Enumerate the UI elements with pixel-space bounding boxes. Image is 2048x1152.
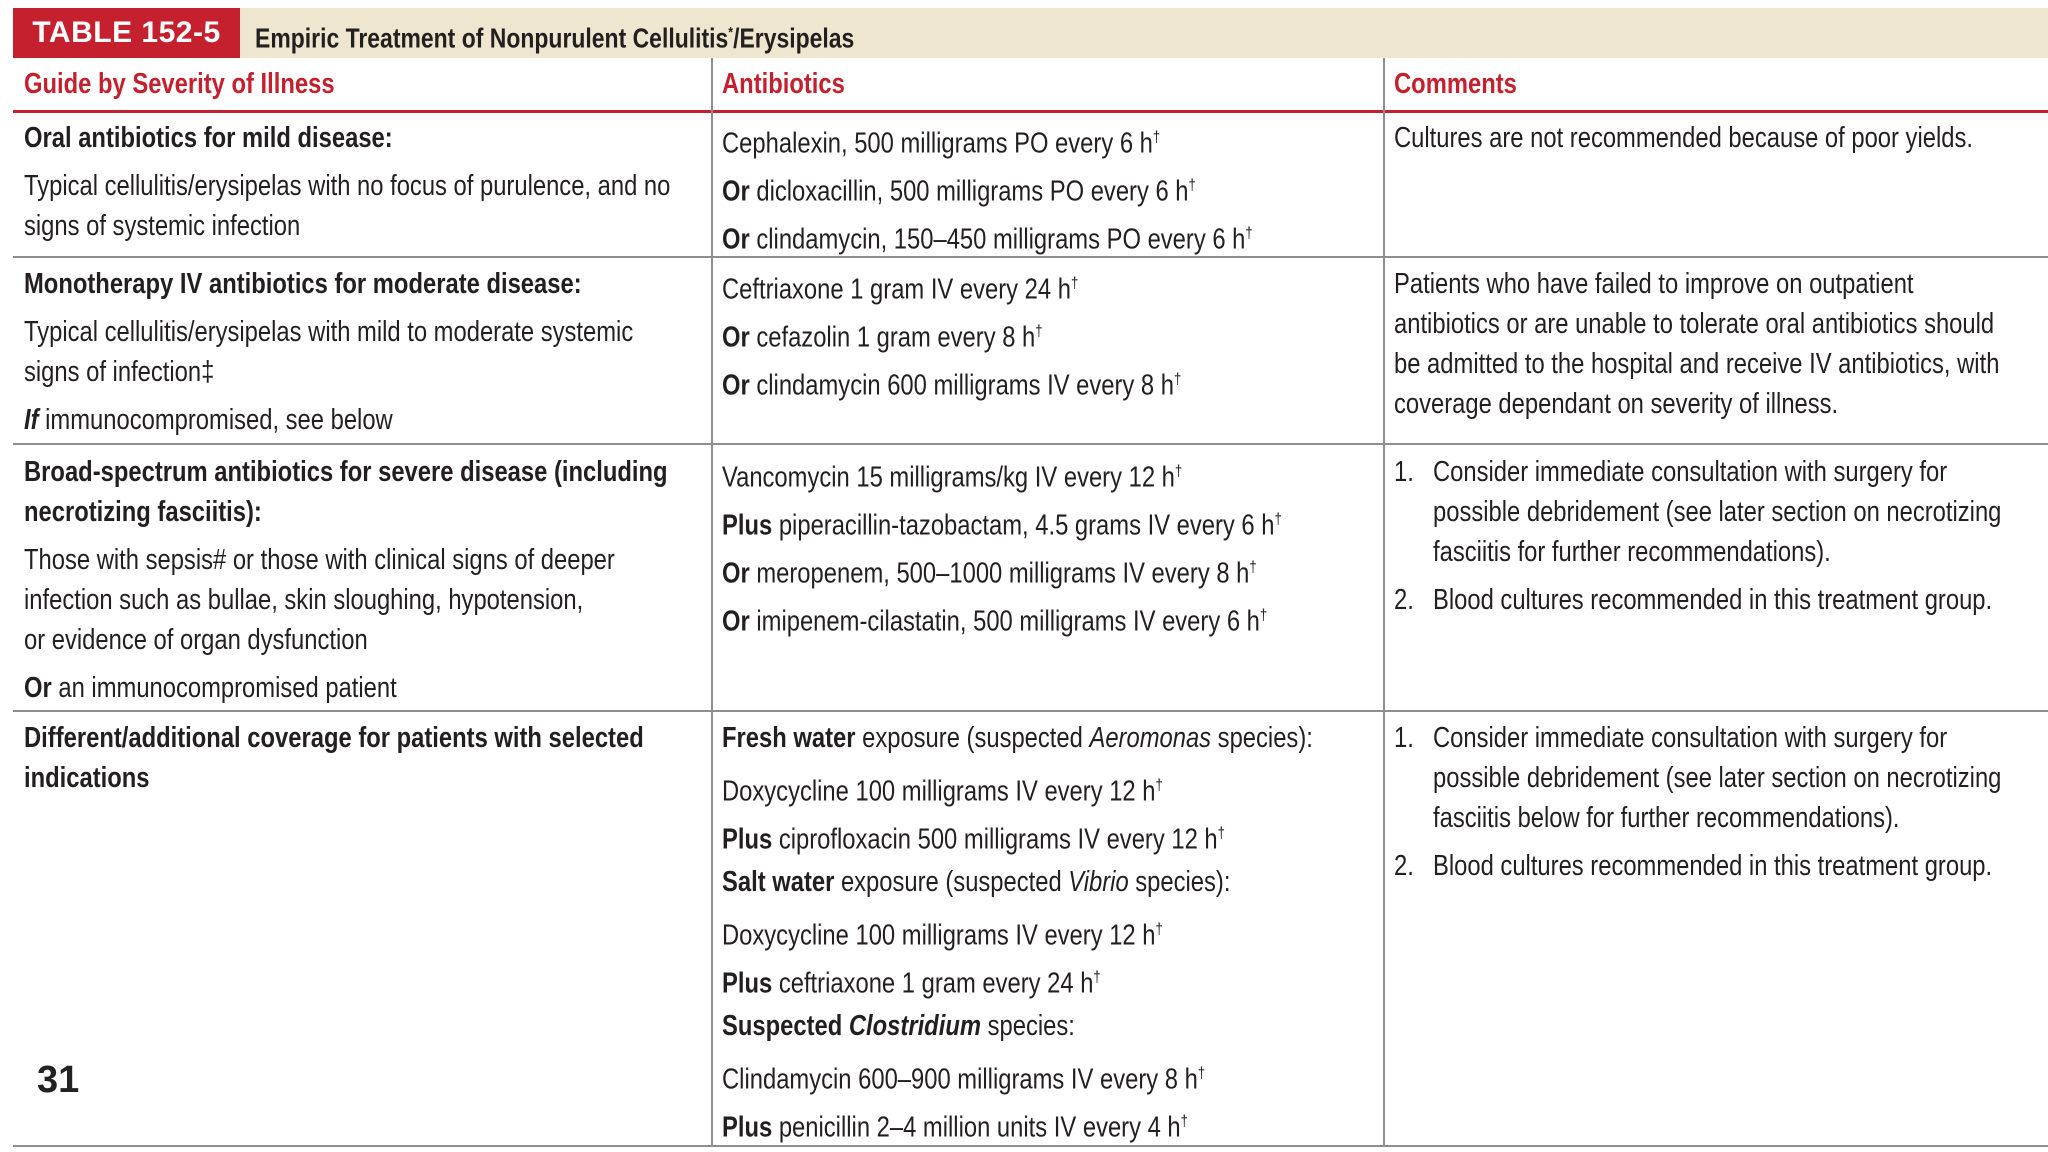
antibiotic-line: Clindamycin 600–900 milligrams IV every 8 h† (722, 1063, 1206, 1096)
column-header-comments: Comments (1394, 68, 1517, 100)
table-title (255, 8, 854, 58)
antibiotic-line: Or imipenem-cilastatin, 500 milligrams IV every 6 h† (722, 605, 1268, 638)
comment-item-number: 1. (1394, 456, 1414, 488)
antibiotic-line: Or dicloxacillin, 500 milligrams PO every 6 h† (722, 175, 1196, 208)
comment-text: be admitted to the hospital and receive IV antibiotics, with (1394, 348, 2000, 380)
antibiotic-line: Plus ciprofloxacin 500 milligrams IV every 12 h† (722, 823, 1225, 856)
comment-text: Blood cultures recommended in this treatment group. (1433, 584, 1993, 616)
antibiotic-line: Doxycycline 100 milligrams IV every 12 h† (722, 919, 1163, 952)
row-divider (13, 443, 2048, 445)
row-guide-heading: indications (24, 762, 150, 794)
row-guide-text: Those with sepsis# or those with clinical signs of deeper (24, 544, 615, 576)
column-header-guide: Guide by Severity of Illness (24, 68, 335, 100)
row-guide-heading: Monotherapy IV antibiotics for moderate disease: (24, 268, 582, 300)
row-guide-text: or evidence of organ dysfunction (24, 624, 368, 656)
table-title-suffix: /Erysipelas (733, 22, 855, 54)
antibiotic-line: Or clindamycin 600 milligrams IV every 8 h† (722, 369, 1182, 402)
table-title-footnote-mark: * (728, 24, 734, 41)
comment-text: coverage dependant on severity of illness. (1394, 388, 1839, 420)
antibiotic-line: Ceftriaxone 1 gram IV every 24 h† (722, 273, 1079, 306)
table-title-bar (13, 8, 2048, 58)
antibiotic-line: Plus ceftriaxone 1 gram every 24 h† (722, 967, 1101, 1000)
row-guide-text: If immunocompromised, see below (24, 404, 393, 436)
antibiotic-line: Or clindamycin, 150–450 milligrams PO every 6 h† (722, 223, 1253, 256)
table-number-badge: TABLE 152-5 (13, 8, 240, 58)
row-divider (13, 710, 2048, 712)
comment-text: Consider immediate consultation with surgery for (1433, 722, 1948, 754)
exposure-heading-salt-water: Salt water exposure (suspected Vibrio species): (722, 866, 1231, 898)
row-guide-text: Or an immunocompromised patient (24, 672, 397, 704)
comment-text: possible debridement (see later section on necrotizing (1433, 496, 2002, 528)
exposure-heading-clostridium: Suspected Clostridium species: (722, 1010, 1075, 1042)
comment-text: possible debridement (see later section on necrotizing (1433, 762, 2002, 794)
column-divider (711, 58, 713, 1146)
antibiotic-line: Or meropenem, 500–1000 milligrams IV every 8 h† (722, 557, 1257, 590)
antibiotic-line: Doxycycline 100 milligrams IV every 12 h† (722, 775, 1163, 808)
comment-text: fasciitis below for further recommendations). (1433, 802, 1900, 834)
column-header-antibiotics: Antibiotics (722, 68, 845, 100)
comment-item-number: 2. (1394, 584, 1414, 616)
comment-text: antibiotics or are unable to tolerate oral antibiotics should (1394, 308, 1995, 340)
row-guide-heading: necrotizing fasciitis): (24, 496, 262, 528)
antibiotic-line: Vancomycin 15 milligrams/kg IV every 12 h† (722, 461, 1183, 494)
comment-text: Patients who have failed to improve on outpatient (1394, 268, 1914, 300)
row-guide-heading: Different/additional coverage for patients with selected (24, 722, 644, 754)
comment-text: Cultures are not recommended because of poor yields. (1394, 122, 1973, 154)
row-guide-text: infection such as bullae, skin sloughing, hypotension, (24, 584, 584, 616)
header-rule (13, 110, 2048, 113)
column-divider (1383, 58, 1385, 1146)
row-guide-text: signs of infection‡ (24, 356, 215, 388)
slide-number: 31 (37, 1059, 80, 1101)
row-guide-text: signs of systemic infection (24, 210, 301, 242)
comment-item-number: 2. (1394, 850, 1414, 882)
row-guide-text: Typical cellulitis/erysipelas with mild to moderate systemic (24, 316, 634, 348)
row-guide-heading: Oral antibiotics for mild disease: (24, 122, 393, 154)
row-guide-text: Typical cellulitis/erysipelas with no focus of purulence, and no (24, 170, 671, 202)
table-title-main: Empiric Treatment of Nonpurulent Cellulitis (255, 22, 729, 54)
antibiotic-line: Plus piperacillin-tazobactam, 4.5 grams IV every 6 h† (722, 509, 1282, 542)
comment-text: Consider immediate consultation with surgery for (1433, 456, 1948, 488)
antibiotic-line: Plus penicillin 2–4 million units IV every 4 h† (722, 1111, 1188, 1144)
row-guide-heading: Broad-spectrum antibiotics for severe disease (including (24, 456, 668, 488)
comment-item-number: 1. (1394, 722, 1414, 754)
exposure-heading-fresh-water: Fresh water exposure (suspected Aeromonas species): (722, 722, 1313, 754)
comment-text: Blood cultures recommended in this treatment group. (1433, 850, 1993, 882)
comment-text: fasciitis for further recommendations). (1433, 536, 1831, 568)
antibiotic-line: Or cefazolin 1 gram every 8 h† (722, 321, 1043, 354)
antibiotic-line: Cephalexin, 500 milligrams PO every 6 h† (722, 127, 1161, 160)
